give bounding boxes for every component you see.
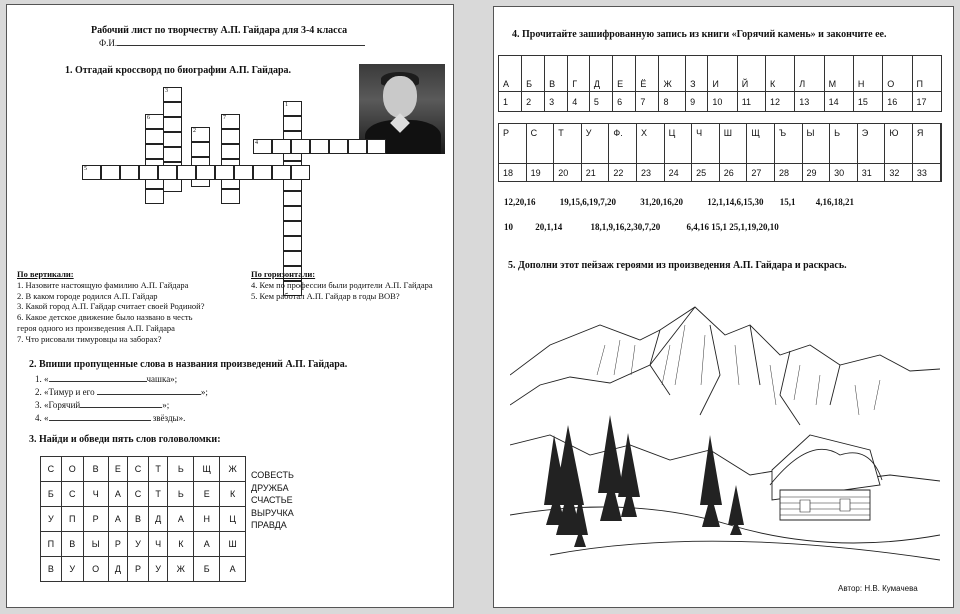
word-search-cell[interactable]: Ч [83,482,108,507]
cipher-cell: Ь [830,124,858,164]
cipher-cell: С [526,124,554,164]
word-search-cell[interactable]: А [194,532,220,557]
cipher-cell: Ч [692,124,720,164]
crossword-number: 1 [285,102,288,108]
cipher-cell: Ф. [609,124,637,164]
cipher-cell: В [545,56,568,92]
crossword-cell[interactable] [139,165,158,180]
word-search-cell[interactable]: Щ [194,457,220,482]
cipher-cell [940,124,942,164]
crossword-cell[interactable] [291,165,310,180]
crossword-cell[interactable] [221,144,240,159]
word-search-cell[interactable]: Р [108,532,128,557]
cipher-cell: 12 [765,92,794,112]
word-search-row [41,457,246,482]
task2-heading: 2. Впиши пропущенные слова в названия произведений А.П. Гайдара. [29,359,348,370]
code-line-1: 12,20,16 19,15,6,19,7,20 31,20,16,20 12,1,14,6,15,30 15,1 4,16,18,21 [504,197,854,207]
code-line-2: 10 20,1,14 18,1,9,16,2,30,7,20 6,4,16 15,1 25,1,19,20,10 [504,222,779,232]
word-search-cell[interactable]: К [220,482,246,507]
vertical-clue: 1. Назовите настоящую фамилию А.П. Гайдара [17,280,189,290]
mountain-landscape-illustration [510,285,940,573]
task4-heading: 4. Прочитайте зашифрованную запись из книги «Горячий камень» и закончите ее. [512,29,887,40]
word-search-cell[interactable]: У [41,507,62,532]
cipher-cell: Щ [747,124,775,164]
word-search-cell[interactable]: Ь [168,482,194,507]
fio-label: Ф.И. [99,38,118,48]
crossword-cell[interactable] [283,221,302,236]
crossword-cell[interactable] [145,114,164,129]
crossword-cell[interactable] [196,165,215,180]
word-search-cell[interactable]: В [128,507,149,532]
cipher-cell: Т [554,124,582,164]
word-search-cell[interactable]: Е [108,457,128,482]
cipher-cell: 21 [581,164,609,182]
crossword-cell[interactable] [272,139,291,154]
crossword-cell[interactable] [310,139,329,154]
cipher-cell: 7 [636,92,659,112]
cipher-cell: 1 [499,92,522,112]
crossword-cell[interactable] [163,117,182,132]
cipher-cell: 18 [499,164,527,182]
word-search-cell[interactable]: А [168,507,194,532]
word-item: ПРАВДА [251,520,287,530]
cipher-cell: Ш [719,124,747,164]
word-search-cell[interactable]: С [128,457,149,482]
cipher-cell: Я [912,124,940,164]
horizontal-heading: По горизонтали: [251,269,316,279]
crossword-cell[interactable] [283,251,302,266]
cipher-cell: Х [636,124,664,164]
crossword-cell[interactable] [283,236,302,251]
worksheet-left-page [6,4,454,608]
cipher-cell: 9 [686,92,708,112]
crossword-number: 7 [223,115,226,121]
cipher-cell: Ю [885,124,913,164]
task2-line-1: 1. « чашка»; [35,374,178,384]
cipher-cell: 2 [522,92,545,112]
cipher-cell: П [912,56,941,92]
crossword-cell[interactable] [120,165,139,180]
cipher-cell: О [883,56,912,92]
cipher-cell: 29 [802,164,830,182]
word-search-cell[interactable]: Е [194,482,220,507]
answer-blank[interactable] [49,420,151,421]
word-search-cell[interactable]: Д [148,507,168,532]
crossword-cell[interactable] [283,116,302,131]
cipher-table-2 [498,123,942,182]
cipher-cell: 3 [545,92,568,112]
crossword-cell[interactable] [253,165,272,180]
cipher-cell: 6 [613,92,636,112]
crossword-cell[interactable] [191,142,210,157]
word-search-cell[interactable]: К [168,532,194,557]
crossword-cell[interactable] [145,129,164,144]
cipher-cell: 23 [636,164,664,182]
crossword-cell[interactable] [283,101,302,116]
word-search-cell[interactable]: Ц [220,507,246,532]
word-search-cell[interactable]: Т [148,457,168,482]
word-search-cell[interactable]: С [41,457,62,482]
word-search-cell[interactable]: У [148,557,168,582]
word-search-cell[interactable]: Ч [148,532,168,557]
crossword-cell[interactable] [283,191,302,206]
fio-field[interactable] [99,38,365,48]
word-search-cell[interactable]: Н [194,507,220,532]
crossword-cell[interactable] [177,165,196,180]
cipher-cell: Ъ [774,124,802,164]
task2-line-4: 4. « звёзды». [35,413,186,423]
word-search-cell[interactable]: Д [108,557,128,582]
horizontal-clue: 5. Кем работал А.П. Гайдар в годы ВОВ? [251,290,400,301]
cipher-cell: 14 [824,92,853,112]
crossword-cell[interactable] [163,102,182,117]
word-search-cell[interactable]: Ы [83,532,108,557]
word-search-cell[interactable]: А [220,557,246,582]
vertical-clues [17,280,205,344]
crossword-number: 4 [255,140,258,146]
cipher-cell: А [499,56,522,92]
crossword-cell[interactable] [145,144,164,159]
crossword-cell[interactable] [291,139,310,154]
cipher-cell: 5 [589,92,612,112]
word-search-cell[interactable]: О [61,457,83,482]
task5-heading: 5. Дополни этот пейзаж героями из произведения А.П. Гайдара и раскрась. [508,260,847,271]
crossword-cell[interactable] [163,147,182,162]
vertical-clue: 6. Какое детское движение было названо в честь [17,312,193,323]
cipher-cell: Ж [659,56,686,92]
cipher-cell: Р [499,124,527,164]
cipher-cell: Ы [802,124,830,164]
worksheet-right-page [493,6,954,608]
word-search-cell[interactable]: В [61,532,83,557]
cipher-cell: Б [522,56,545,92]
vertical-clue: героя одного из произведения А.П. Гайдара [17,322,175,333]
crossword-number: 6 [147,115,150,121]
word-search-cell[interactable]: Т [148,482,168,507]
vertical-clue: 3. Какой город А.П. Гайдар считает своей Родиной? [17,301,205,312]
word-search-cell[interactable]: Б [41,482,62,507]
crossword-cell[interactable] [348,139,367,154]
word-search-cell[interactable]: О [83,557,108,582]
worksheet-title: Рабочий лист по творчеству А.П. Гайдара для 3-4 класса [91,25,348,36]
word-search-cell[interactable]: П [41,532,62,557]
cipher-cell: 31 [857,164,885,182]
word-search-cell[interactable]: Ш [220,532,246,557]
task1-heading: 1. Отгадай кроссворд по биографии А.П. Гайдара. [65,65,292,76]
cipher-cell: Й [737,56,765,92]
vertical-heading: По вертикали: [17,269,74,279]
cipher-cell: 20 [554,164,582,182]
cipher-cell: 25 [692,164,720,182]
cipher-cell: 19 [526,164,554,182]
cipher-cell: 10 [708,92,737,112]
crossword-cell[interactable] [272,165,291,180]
crossword-cell[interactable] [163,87,182,102]
cipher-cell: Л [795,56,824,92]
word-search-row [41,482,246,507]
cipher-cell: 15 [853,92,882,112]
word-search-cell[interactable]: Р [128,557,149,582]
crossword-cell[interactable] [221,129,240,144]
task2-line-3: 3. «Горячий »; [35,400,170,410]
word-search-cell[interactable]: Ж [168,557,194,582]
author-credit: Автор: Н.В. Кумачева [838,584,918,593]
cipher-cell: Ц [664,124,692,164]
cipher-cell: Ё [636,56,659,92]
cipher-table-1 [498,55,942,112]
crossword-cell[interactable] [101,165,120,180]
cipher-cell: 13 [795,92,824,112]
crossword-cell[interactable] [253,139,272,154]
cipher-cell: 17 [912,92,941,112]
word-search-cell[interactable]: У [61,557,83,582]
cipher-cell: И [708,56,737,92]
cipher-cell: З [686,56,708,92]
task3-heading: 3. Найди и обведи пять слов головоломки: [29,434,221,445]
word-search-cell[interactable]: С [61,482,83,507]
word-search-cell[interactable]: У [128,532,149,557]
word-search-cell[interactable]: Ж [220,457,246,482]
answer-blank[interactable] [97,394,201,395]
crossword-cell[interactable] [163,132,182,147]
word-search-cell[interactable]: П [61,507,83,532]
cipher-cell: 16 [883,92,912,112]
cipher-cell: Н [853,56,882,92]
cipher-cell: 30 [830,164,858,182]
cipher-cell: Г [568,56,590,92]
crossword-cell[interactable] [215,165,234,180]
horizontal-clues [251,280,433,301]
cipher-cell: 22 [609,164,637,182]
word-item: ДРУЖБА [251,482,289,493]
crossword-cell[interactable] [82,165,101,180]
word-search-cell[interactable]: Б [194,557,220,582]
word-item: СОВЕСТЬ [251,470,294,480]
word-search-cell[interactable]: А [108,507,128,532]
crossword-cell[interactable] [221,114,240,129]
cipher-cell: 8 [659,92,686,112]
cipher-cell: 26 [719,164,747,182]
crossword-number: 3 [165,88,168,94]
vertical-clue: 2. В каком городе родился А.П. Гайдар [17,290,158,301]
word-search-cell[interactable]: А [108,482,128,507]
word-item: СЧАСТЬЕ [251,495,293,505]
crossword-number: 2 [193,128,196,134]
crossword-cell[interactable] [234,165,253,180]
cipher-cell: 33 [912,164,940,182]
cipher-cell: М [824,56,853,92]
cipher-cell: К [765,56,794,92]
cipher-cell: 11 [737,92,765,112]
word-search-cell[interactable]: В [83,457,108,482]
crossword-number: 5 [84,166,87,172]
cipher-cell: Е [613,56,636,92]
word-search-cell[interactable]: В [41,557,62,582]
crossword-cell[interactable] [283,206,302,221]
crossword-cell[interactable] [158,165,177,180]
cipher-cell: Д [589,56,612,92]
cipher-cell: 32 [885,164,913,182]
crossword-cell[interactable] [191,127,210,142]
word-search-cell[interactable]: Р [83,507,108,532]
cipher-cell: 28 [774,164,802,182]
word-search-row [41,507,246,532]
word-search-cell[interactable]: Ь [168,457,194,482]
task2-line-2: 2. «Тимур и его »; [35,387,208,397]
cipher-cell: 24 [664,164,692,182]
word-search-list [251,469,294,532]
word-item: ВЫРУЧКА [251,507,294,518]
crossword-cell[interactable] [367,139,386,154]
word-search-row [41,532,246,557]
cipher-cell: У [581,124,609,164]
cipher-cell [940,164,942,182]
word-search-cell[interactable]: С [128,482,149,507]
crossword-cell[interactable] [221,189,240,204]
task2-lines [35,373,208,425]
crossword-cell[interactable] [329,139,348,154]
word-search-grid[interactable] [40,456,246,582]
horizontal-clue: 4. Кем по профессии были родители А.П. Гайдара [251,280,433,290]
answer-blank[interactable] [49,381,147,382]
crossword-cell[interactable] [145,189,164,204]
cipher-cell: Э [857,124,885,164]
cipher-cell: 27 [747,164,775,182]
cipher-cell: 4 [568,92,590,112]
word-search-row [41,557,246,582]
answer-blank[interactable] [80,407,162,408]
vertical-clue: 7. Что рисовали тимуровцы на заборах? [17,333,162,344]
